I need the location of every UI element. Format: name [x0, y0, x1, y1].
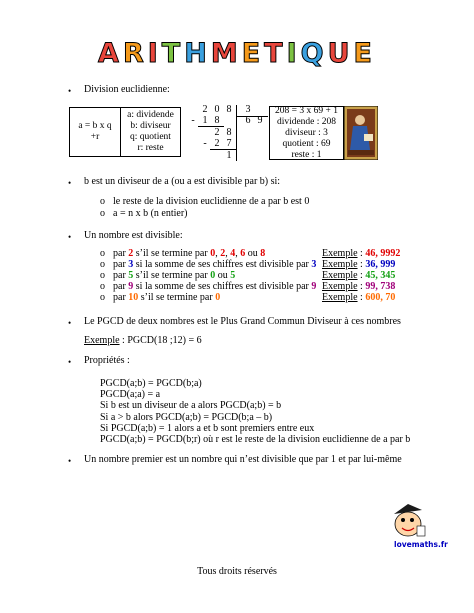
title-letter: E	[241, 38, 265, 69]
mascot-logo	[389, 500, 427, 540]
divisor-condition: a = n x b (n entier)	[113, 208, 188, 219]
title-letter: U	[327, 38, 354, 69]
prime-definition: Un nombre premier est un nombre qui n’est divisible que par 1 et par lui-même	[84, 454, 402, 465]
pgcd-definition: Le PGCD de deux nombres est le Plus Grand Commun Diviseur à ces nombres	[84, 316, 401, 327]
divisor-condition: le reste de la division euclidienne de a par b est 0	[113, 196, 310, 207]
example-line: reste : 1	[291, 149, 322, 160]
digit: 6	[245, 115, 251, 126]
bullet-icon: •	[68, 232, 72, 242]
title-letter: R	[122, 38, 148, 69]
scholar-illustration	[344, 106, 378, 160]
title-letter: T	[264, 38, 287, 69]
divisibility-rule: par 9 si la somme de ses chiffres est divisible par 9	[113, 281, 317, 292]
title-letter: A	[98, 38, 123, 69]
bullet-icon: •	[68, 318, 72, 328]
divisibility-rule: par 2 s’il se termine par 0, 2, 4, 6 ou 8	[113, 248, 266, 259]
bullet-icon: •	[68, 178, 72, 188]
rule-example: Exemple : 45, 345	[322, 270, 396, 281]
example-line: dividende : 208	[276, 116, 337, 127]
property-item: Si a > b alors PGCD(a;b) = PGCD(b;a – b)	[100, 411, 273, 423]
division-bar	[236, 116, 268, 117]
legend-item: r: reste	[137, 143, 164, 153]
digit: 1	[202, 115, 208, 126]
title-letter: I	[286, 38, 301, 69]
bullet-icon: •	[68, 456, 72, 466]
footer: Tous droits réservés	[197, 566, 277, 577]
title-letter: Q	[300, 38, 328, 69]
division-bar	[210, 149, 236, 150]
division-label: Division euclidienne:	[84, 84, 170, 95]
title-letter: I	[147, 38, 162, 69]
pgcd-example-value: : PGCD(18 ;12) = 6	[119, 335, 202, 346]
sub-bullet-icon: o	[100, 281, 105, 292]
rule-example: Exemple : 36, 999	[322, 259, 396, 270]
title-letter: H	[184, 38, 211, 69]
digit: -	[191, 115, 195, 126]
divisibility-rule: par 5 s’il se termine par 0 ou 5	[113, 270, 236, 281]
digit: 7	[226, 138, 232, 149]
digit: 2	[202, 104, 208, 115]
sub-bullet-icon: o	[100, 208, 105, 219]
sub-bullet-icon: o	[100, 292, 105, 303]
digit: 9	[257, 115, 263, 126]
digit: 8	[226, 127, 232, 138]
page-title	[0, 38, 474, 69]
bullet-icon: •	[68, 357, 72, 367]
rule-example: Exemple : 600, 70	[322, 292, 396, 303]
digit: 2	[214, 138, 220, 149]
digit: 8	[214, 115, 220, 126]
property-item: PGCD(a;b) = PGCD(b;r) où r est le reste de la division euclidienne de a par b	[100, 434, 411, 445]
bullet-icon: •	[68, 86, 72, 96]
formula-box	[69, 107, 121, 157]
pgcd-example	[84, 335, 202, 346]
example-line: 208 = 3 x 69 + 1	[275, 105, 338, 116]
divisibility-rule: par 3 si la somme de ses chiffres est divisible par 3	[113, 259, 317, 270]
digit: -	[203, 138, 207, 149]
example-line: quotient : 69	[282, 138, 331, 149]
property-item: PGCD(a;b) = PGCD(b;a)	[100, 378, 202, 389]
property-item: PGCD(a;a) = a	[100, 389, 161, 401]
digit: 0	[214, 104, 220, 115]
sub-bullet-icon: o	[100, 259, 105, 270]
digit: 3	[245, 104, 251, 115]
divisor-definition: b est un diviseur de a (ou a est divisible par b) si:	[84, 176, 281, 187]
division-bar	[236, 105, 237, 161]
sub-bullet-icon: o	[100, 248, 105, 259]
divisibility-label: Un nombre est divisible:	[84, 230, 183, 241]
sub-bullet-icon: o	[100, 270, 105, 281]
title-letter: T	[161, 38, 185, 69]
formula-line: +r	[90, 132, 100, 142]
digit: 1	[226, 150, 232, 161]
logo-text: lovemaths.fr	[394, 540, 448, 549]
example-label: Exemple	[84, 335, 120, 346]
divisibility-rule: par 10 s’il se termine par 0	[113, 292, 221, 303]
title-letter: E	[353, 38, 376, 69]
example-box	[269, 106, 344, 160]
properties-label: Propriétés :	[84, 355, 130, 366]
sub-bullet-icon: o	[100, 196, 105, 207]
legend-box	[120, 107, 181, 157]
legend-item: a: dividende	[127, 110, 174, 120]
property-item: Si b est un diviseur de a alors PGCD(a;b) = b	[100, 400, 282, 412]
example-line: diviseur : 3	[285, 127, 328, 138]
formula-line: a = b x q	[78, 121, 112, 131]
division-bar	[198, 126, 224, 127]
rule-example: Exemple : 99, 738	[322, 281, 396, 292]
digit: 8	[226, 104, 232, 115]
digit: 2	[214, 127, 220, 138]
legend-item: q: quotient	[130, 132, 171, 142]
title-letter: M	[210, 38, 242, 69]
rule-example: Exemple : 46, 9992	[322, 248, 401, 259]
legend-item: b: diviseur	[130, 121, 171, 131]
property-item: Si PGCD(a;b) = 1 alors a et b sont premiers entre eux	[100, 422, 315, 434]
